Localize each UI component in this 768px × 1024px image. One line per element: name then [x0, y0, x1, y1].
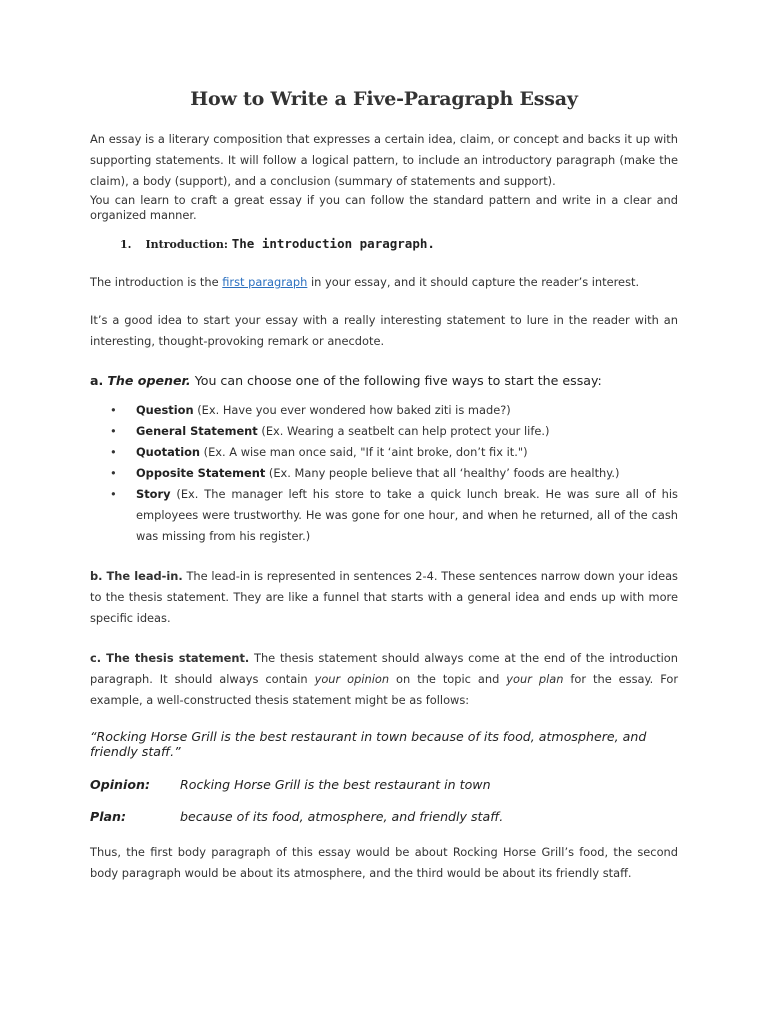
- thus-paragraph: Thus, the first body paragraph of this essay would be about Rocking Horse Grill’s food, the second body paragraph would be about its atmosphere, and the third would be about its friendly staff.: [90, 845, 678, 880]
- introduction-definition: [90, 274, 639, 290]
- list-item-label: Question: [136, 403, 194, 417]
- bullet-icon: •: [110, 466, 117, 480]
- bullet-icon: •: [110, 487, 117, 501]
- section-label: Introduction:: [145, 238, 228, 251]
- good-idea-paragraph: It’s a good idea to start your essay with a really interesting statement to lure in the reader with an interesting, thought-provoking remark or anecdote.: [90, 313, 678, 348]
- intro-sentence-before: The introduction is the: [90, 275, 223, 289]
- bullet-icon: •: [110, 424, 117, 438]
- opinion-row: [90, 777, 491, 792]
- list-item-text: (Ex. Have you ever wondered how baked ziti is made?): [193, 403, 511, 417]
- list-item-label: Quotation: [136, 445, 201, 459]
- list-item-text: (Ex. Wearing a seatbelt can help protect your life.): [257, 424, 550, 438]
- intro-paragraph: An essay is a literary composition that expresses a certain idea, claim, or concept and backs it up with supporting statements. It will follow a logical pattern, to include an introductory paragraph (make the claim), a body (support), and a conclusion (summary of statements and support).: [90, 132, 678, 188]
- thesis-paragraph: [90, 648, 678, 711]
- thesis-em-plan: your plan: [506, 672, 564, 686]
- opener-heading: [90, 373, 602, 388]
- list-item: [110, 463, 678, 484]
- bullet-icon: •: [110, 403, 117, 417]
- intro-paragraph-2: You can learn to craft a great essay if you can follow the standard pattern and write in a clear and organized manner.: [90, 193, 678, 222]
- section-text: The introduction paragraph.: [231, 236, 435, 251]
- plan-text: because of its food, atmosphere, and friendly staff.: [180, 809, 504, 824]
- thesis-text-2: on the topic and: [389, 672, 507, 686]
- list-item: [110, 421, 678, 442]
- list-item-label: Opposite Statement: [136, 466, 266, 480]
- list-item-label: Story: [136, 487, 171, 501]
- first-paragraph-link[interactable]: first paragraph: [222, 275, 308, 289]
- list-item-text: (Ex. A wise man once said, "If it ‘aint broke, don’t fix it."): [200, 445, 528, 459]
- lead-in-text: The lead-in is represented in sentences 2-4. These sentences narrow down your ideas to the thesis statement. They are like a funnel that starts with a general idea and ends up with more specific ideas.: [90, 569, 678, 625]
- lead-in-paragraph: [90, 566, 678, 629]
- list-item-label: General Statement: [136, 424, 258, 438]
- list-item: [110, 484, 678, 547]
- thesis-text-3: for the essay. For example, a well-constructed thesis statement might be as follows:: [90, 672, 679, 707]
- list-item: [110, 400, 678, 421]
- list-item-text: (Ex. The manager left his store to take a quick lunch break. He was sure all of his employees were trustworthy. He was gone for one hour, and when he returned, all of the cash was missing from his register.): [136, 487, 678, 543]
- section-number: 1.: [120, 238, 132, 251]
- bullet-icon: •: [110, 445, 117, 459]
- lead-in-label: b. The lead-in.: [90, 569, 183, 583]
- list-item: [110, 442, 678, 463]
- opinion-text: Rocking Horse Grill is the best restaurant in town: [180, 777, 491, 792]
- opener-text: You can choose one of the following five ways to start the essay:: [190, 373, 602, 388]
- plan-label: Plan:: [90, 809, 127, 824]
- intro-sentence-after: in your essay, and it should capture the reader’s interest.: [307, 275, 640, 289]
- list-item-text: (Ex. Many people believe that all ‘healthy’ foods are healthy.): [265, 466, 620, 480]
- opener-list: [110, 400, 678, 547]
- thesis-example-quote: “Rocking Horse Grill is the best restaurant in town because of its food, atmosphere, and friendly staff.”: [90, 729, 647, 759]
- thesis-em-opinion: your opinion: [314, 672, 390, 686]
- thesis-label: c. The thesis statement.: [90, 651, 250, 665]
- document-title: How to Write a Five-Paragraph Essay: [190, 88, 578, 110]
- opinion-label: Opinion:: [90, 777, 150, 792]
- thesis-text-1: The thesis statement should always come at the end of the introduction paragraph. It should always contain: [90, 651, 678, 686]
- section-heading-introduction: [120, 236, 435, 251]
- opener-label: The opener.: [107, 373, 191, 388]
- opener-prefix: a.: [90, 373, 104, 388]
- plan-row: [90, 809, 503, 824]
